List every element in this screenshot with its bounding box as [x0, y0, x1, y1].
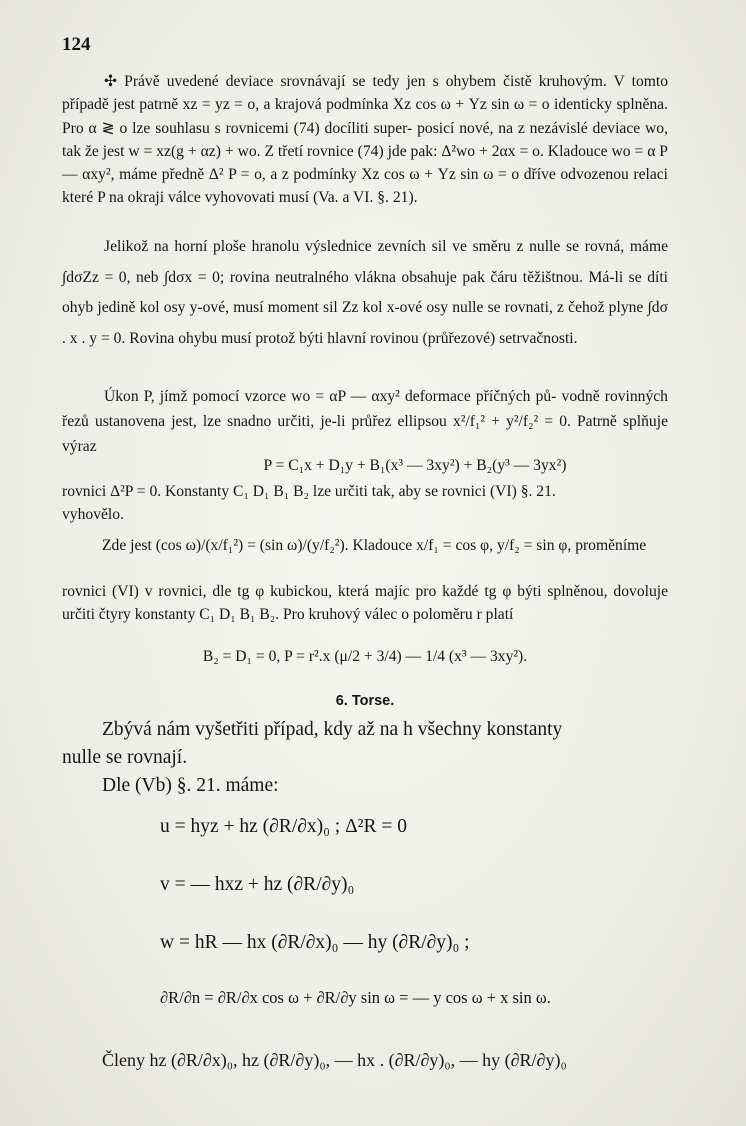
- equation-v: v = — hxz + hz (∂R/∂y)₀: [160, 874, 355, 895]
- p1-line: předně Δ² P = o, a z podmínky Xz cos ω + Yz sin ω = o dříve odvozenou relaci: [161, 166, 668, 184]
- equation-u: u = hyz + hz (∂R/∂x)₀ ; Δ²R = 0: [160, 816, 407, 837]
- equation-B2: B₂ = D₁ = 0, P = r².x (μ/2 + 3/4) — 1/4 (x³ — 3xy²).: [202, 648, 528, 665]
- paragraph-2: [62, 232, 668, 354]
- page-number: 124: [62, 34, 91, 55]
- p1-line: V tomto případě jest patrně xz = yz = o, a krajová podmínka Xz cos ω + Yz sin ω: [62, 73, 668, 114]
- torse-line: nulle se rovnají.: [62, 747, 188, 768]
- p1-line: ✣ Právě uvedené deviace srovnávají se tedy jen s ohybem čistě kruhovým.: [104, 73, 607, 90]
- section-heading-block: [62, 690, 668, 713]
- equation-w: w = hR — hx (∂R/∂x)₀ — hy (∂R/∂y)₀ ;: [160, 932, 470, 953]
- paragraph-5: [62, 580, 668, 627]
- eq-dRdn-block: [160, 988, 551, 1008]
- equation-dRdn: ∂R/∂n = ∂R/∂x cos ω + ∂R/∂y sin ω = — y cos ω + x sin ω.: [160, 988, 551, 1007]
- body-upper: [62, 70, 668, 210]
- body-para5: [62, 580, 668, 627]
- eq-B2-block: [62, 645, 668, 668]
- paragraph-1: [62, 70, 668, 210]
- p3-line: Úkon P, jímž pomocí vzorce wo = αP — αxy² deformace příčných pů-: [104, 388, 557, 405]
- p2-line: Jelikož na horní ploše hranolu výslednice zevních sil ve směru z nulle: [104, 238, 561, 255]
- eq-w-block: [160, 932, 470, 954]
- eq-v-block: [160, 874, 354, 896]
- p2-line: ohybu musí protož býti hlavní rovinou (průřezové) setrvačnosti.: [178, 329, 578, 347]
- torse-line: Zbývá nám vyšetřiti případ, kdy až na h všechny konstanty: [102, 719, 563, 740]
- eq-P-block: [62, 454, 668, 477]
- torse-intro: [62, 716, 668, 800]
- eq-u-block: [160, 816, 407, 838]
- body-para3: [62, 384, 668, 459]
- body-para4: [62, 480, 668, 527]
- p3-line: x²/f₁² + y²/f₂² = 0. Patrně splňuje výraz: [62, 413, 668, 455]
- p5-line: dovoluje určiti čtyry konstanty C₁ D₁ B₁ B₂. Pro kruhový válec o poloměru r platí: [62, 583, 668, 624]
- paragraph-4: [62, 480, 668, 527]
- section-heading: 6. Torse.: [335, 693, 395, 709]
- p3-line: vodně rovinných řezů ustanovena jest, lze snadno určiti, je-li průřez ellipsou: [62, 388, 668, 430]
- p4-line: rovnici Δ²P = 0. Konstanty C₁ D₁ B₁ B₂ lze určiti tak, aby se rovnici (VI) §. 21.: [62, 483, 556, 500]
- p2-line: se rovná, máme ∫dσZz = 0, neb ∫dσx = 0; rovina neutralného vlákna obsahuje: [62, 238, 668, 286]
- p1-line: posicí nové, na z nezávislé deviace wo, tak že jest w = xz(g + αz) + wo. Z třetí: [62, 119, 668, 160]
- torse-line: Dle (Vb) §. 21. máme:: [102, 775, 279, 796]
- p4-line: vyhovělo.: [62, 506, 124, 524]
- p1-line: rovnice (74) jde pak: Δ²wo + 2αx = o. Kladouce wo = α P — αxy², máme: [62, 142, 668, 184]
- cleny-block: [102, 1050, 567, 1071]
- body-para2: [62, 232, 668, 354]
- p2-line: sil Zz kol x-ové osy nulle se rovnati, z čehož plyne ∫dσ . x . y = 0. Rovina: [62, 299, 668, 347]
- p2-line: pak čáru těžištnou. Má-li se díti ohyb jedině kol osy y-ové, musí moment: [62, 268, 668, 316]
- zde-jest-block: [62, 534, 668, 557]
- paragraph-3: [62, 384, 668, 459]
- p1-line: které P na okraji válce vyhovovati musí (Va. a VI. §. 21).: [62, 189, 418, 207]
- p5-line: rovnici (VI) v rovnici, dle tg φ kubickou, která majíc pro každé tg φ býti splněnou,: [62, 583, 608, 600]
- cleny-line: Členy hz (∂R/∂x)₀, hz (∂R/∂y)₀, — hx . (∂R/∂y)₀, — hy (∂R/∂y)₀: [102, 1050, 567, 1070]
- equation-P: P = C₁x + D₁y + B₁(x³ — 3xy²) + B₂(y³ — 3yx²): [263, 457, 567, 474]
- zde-jest-line: Zde jest (cos ω)/(x/f₁²) = (sin ω)/(y/f₂²). Kladouce x/f₁ = cos φ, y/f₂ = sin φ, proměníme: [102, 537, 647, 554]
- p1-line: = o identicky splněna. Pro α ≷ o lze souhlasu s rovnicemi (74) docíliti super-: [62, 96, 668, 137]
